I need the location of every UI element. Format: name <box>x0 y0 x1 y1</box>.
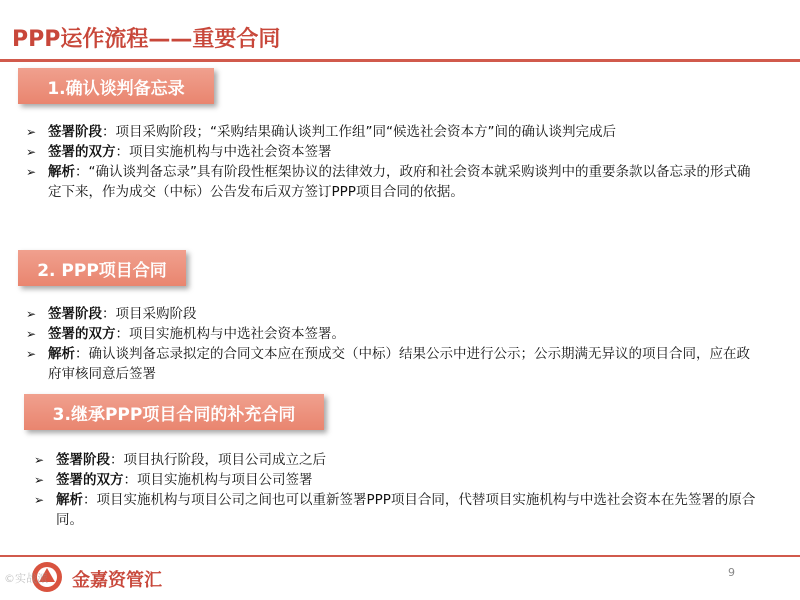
bullet-separator: ： <box>83 492 97 508</box>
bullet-separator: ： <box>110 452 124 468</box>
list-item <box>34 470 756 490</box>
slide-title: PPP运作流程——重要合同 <box>12 27 281 52</box>
bullet-separator: ： <box>75 346 89 362</box>
bullet-text: “确认谈判备忘录”具有阶段性框架协议的法律效力，政府和社会资本就采购谈判中的重要条款以备忘录的形式确定下来，作为成交（中标）公告发布后双方签订PPP项目合同的依据。 <box>48 164 751 200</box>
list-item <box>26 142 756 162</box>
bullet-text: 项目实施机构与项目公司之间也可以重新签署PPP项目合同，代替项目实施机构与中选社会资本在先签署的原合同。 <box>56 492 756 528</box>
section-2-bullets <box>26 304 756 384</box>
section-heading-1 <box>18 68 214 104</box>
arrow-bullet-icon: ➢ <box>26 347 37 361</box>
arrow-bullet-icon: ➢ <box>26 165 37 179</box>
bullet-term: 签署阶段 <box>48 306 102 322</box>
bullet-text: 项目采购阶段；“采购结果确认谈判工作组”同“候选社会资本方”间的确认谈判完成后 <box>115 124 616 140</box>
bullet-term: 签署的双方 <box>48 326 116 342</box>
page-number: 9 <box>728 566 735 579</box>
footer-divider <box>0 555 800 557</box>
bullet-text: 项目执行阶段，项目公司成立之后 <box>123 452 326 468</box>
list-item <box>26 344 756 384</box>
bullet-separator: ： <box>102 306 116 322</box>
bullet-term: 签署阶段 <box>48 124 102 140</box>
list-item <box>26 324 756 344</box>
list-item <box>34 450 756 470</box>
bullet-term: 解析 <box>48 164 75 180</box>
bullet-term: 解析 <box>56 492 83 508</box>
bullet-term: 解析 <box>48 346 75 362</box>
section-heading-label: 1.确认谈判备忘录 <box>47 78 185 99</box>
bullet-text: 项目实施机构与项目公司签署 <box>137 472 313 488</box>
list-item <box>34 490 756 530</box>
bullet-separator: ： <box>115 326 129 342</box>
bullet-term: 签署的双方 <box>56 472 124 488</box>
arrow-bullet-icon: ➢ <box>34 453 45 467</box>
section-heading-2 <box>18 250 186 286</box>
bullet-separator: ： <box>102 124 116 140</box>
title-divider <box>0 59 800 62</box>
section-heading-label: 2. PPP项目合同 <box>37 260 167 281</box>
bullet-text: 项目采购阶段 <box>115 306 197 322</box>
bullet-text: 项目实施机构与中选社会资本签署 <box>129 144 332 160</box>
arrow-bullet-icon: ➢ <box>26 125 37 139</box>
section-1-bullets <box>26 122 756 202</box>
watermark: ©实战派 <box>4 572 48 585</box>
bullet-term: 签署的双方 <box>48 144 116 160</box>
list-item <box>26 122 756 142</box>
bullet-separator: ： <box>115 144 129 160</box>
arrow-bullet-icon: ➢ <box>34 473 45 487</box>
list-item <box>26 162 756 202</box>
list-item <box>26 304 756 324</box>
bullet-text: 确认谈判备忘录拟定的合同文本应在预成交（中标）结果公示中进行公示；公示期满无异议的项目合同，应在政府审核同意后签署 <box>48 346 750 382</box>
section-heading-label: 3.继承PPP项目合同的补充合同 <box>52 404 296 425</box>
section-heading-3 <box>24 394 324 430</box>
bullet-separator: ： <box>123 472 137 488</box>
arrow-bullet-icon: ➢ <box>26 307 37 321</box>
bullet-separator: ： <box>75 164 89 180</box>
section-3-bullets <box>34 450 756 530</box>
arrow-bullet-icon: ➢ <box>34 493 45 507</box>
bullet-text: 项目实施机构与中选社会资本签署。 <box>129 326 345 342</box>
bullet-term: 签署阶段 <box>56 452 110 468</box>
arrow-bullet-icon: ➢ <box>26 145 37 159</box>
brand-name: 金嘉资管汇 <box>72 570 162 591</box>
arrow-bullet-icon: ➢ <box>26 327 37 341</box>
